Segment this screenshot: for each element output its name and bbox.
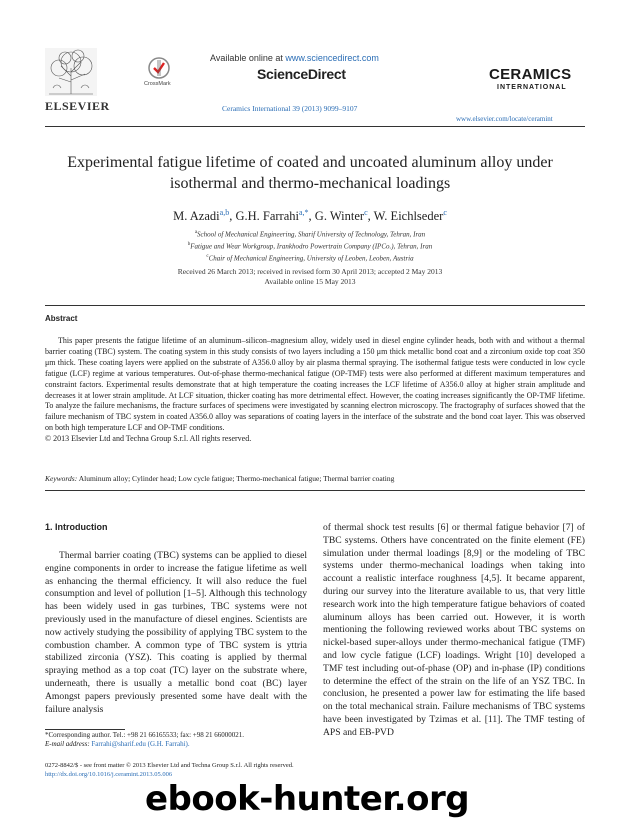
article-dates [0,267,620,287]
author-sup[interactable]: c [443,208,447,217]
front-matter-copyright: 0272-8842/$ - see front matter © 2013 Elsevier Ltd and Techna Group S.r.l. All rights reserved. [45,762,294,769]
abstract-bottom-rule [45,490,585,491]
affiliation-text: Chair of Mechanical Engineering, University of Leoben, Leoben, Austria [208,253,414,262]
sciencedirect-wordmark: ScienceDirect [257,66,346,82]
body-column-left: Thermal barrier coating (TBC) systems can be applied to diesel engine components in order to increase the fatigue lifetime as well as enhancing the thermal efficiency. It will also reduce the fuel consumption and level of pollution [1–5]. Although this technology has been widely used in gas turbines, TBC systems were not previously used in the manufacture of diesel engines. Scientists are now actively studying the possibility of applying TBC system to the combustion chamber. A common type of TBC system is yttria stabilized zirconia (YSZ). This coating is applied by thermal spraying method as a top coat (TC) layer on the substrate where, underneath, there is usually a metallic bond coat (BC) layer Amongst papers previously presented some have dealt with the failure analysis [45,550,307,715]
abstract-copyright: © 2013 Elsevier Ltd and Techna Group S.r.l. All rights reserved. [45,434,252,444]
affiliation-sup: c [206,253,209,259]
email-line [45,740,307,749]
dates-online: Available online 15 May 2013 [264,277,356,286]
author-sup[interactable]: c [364,208,368,217]
journal-url-link[interactable]: www.elsevier.com/locate/ceramint [456,115,553,123]
affiliations [0,228,620,263]
crossmark-icon[interactable] [148,57,170,79]
crossmark-label: CrossMark [144,81,171,87]
keywords-line [45,474,394,483]
title-line-1: Experimental fatigue lifetime of coated and uncoated aluminum alloy under [67,154,553,171]
doi-link[interactable]: http://dx.doi.org/10.1016/j.ceramint.2013.05.006 [45,770,173,778]
affiliation-item [0,240,620,252]
affiliation-sup: b [187,241,191,247]
affiliation-sup: a [194,230,198,235]
abstract-heading: Abstract [45,314,78,323]
author-separator: , [367,209,374,224]
affiliation-text: School of Mechanical Engineering, Sharif University of Technology, Tehran, Iran [197,230,426,239]
dates-received: Received 26 March 2013; received in revised form 30 April 2013; accepted 2 May 2013 [177,267,443,276]
title-line-2: isothermal and thermo-mechanical loadings [169,175,451,192]
author-separator: , [229,209,236,224]
watermark-text: ebook-hunter.org [145,779,470,819]
footnote [45,731,307,749]
keywords-text: Aluminum alloy; Cylinder head; Low cycle fatigue; Thermo-mechanical fatigue; Thermal barrier coating [78,474,395,483]
author-list [0,208,620,224]
sciencedirect-link[interactable]: www.sciencedirect.com [285,53,379,63]
author-sup[interactable]: a,b [219,208,230,217]
abstract-body [45,336,585,445]
keywords-label: Keywords: [45,474,78,483]
footnote-rule [45,729,125,730]
journal-logo-line1: CERAMICS [489,66,572,83]
watermark-svg [145,772,615,822]
author-name: G.H. Farrahi [235,209,299,224]
affiliation-text: Fatigue and Wear Workgroup, Irankhodro Powertrain Company (IPCo.), Tehran, Iran [190,242,433,251]
affiliation-item [0,252,620,264]
available-online-line [210,53,379,63]
author-sup[interactable]: a,* [298,208,309,217]
email-link[interactable]: Farrahi@sharif.edu (G.H. Farrahi). [91,740,190,748]
journal-logo-line2: INTERNATIONAL [497,84,567,91]
author-separator: , [308,209,315,224]
elsevier-tree-logo [45,48,97,96]
corresponding-author: *Corresponding author. Tel.: +98 21 66165533; fax: +98 21 66000021. [45,731,244,739]
publisher-wordmark: ELSEVIER [45,99,110,113]
email-label: E-mail address: [45,740,92,748]
affiliation-item [0,228,620,240]
section-heading: 1. Introduction [45,522,108,532]
journal-citation[interactable]: Ceramics International 39 (2013) 9099–9107 [222,104,358,113]
article-title [0,152,620,194]
author-name: W. Eichlseder [373,209,444,224]
available-prefix: Available online at [210,53,286,63]
watermark [145,772,615,822]
abstract-top-rule [45,305,585,306]
abstract-text: This paper presents the fatigue lifetime of an aluminum–silicon–magnesium alloy, widely used in diesel engine cylinder heads, both with and without a thermal barrier coating (TBC) system. The coating system in this study consists of two layers including a 150 μm thick metallic bond coat and a zirconium oxide top coat 350 μm thick. These coating layers were applied on the substrate of A356.0 alloy by air plasma thermal spraying. The isothermal fatigue tests were conducted in low cycle fatigue (LCF) regime at various temperatures. Out-of-phase thermo-mechanical fatigue (OP-TMF) tests were also performed at different maximum temperatures and constraint factors. Experimental results demonstrate that at high temperature the coating increases the LCF lifetime of A356.0 alloy at higher strain amplitude and decreases it at lower strain amplitude. At LCF situation, thicker coating has more detrimental effect. However, the coating increases significantly the OP-TMF lifetime. To analyze the failure mechanisms, the fracture surfaces of specimens were investigated by scanning electron microscopy. The fractography of surfaces showed that the failure mechanism of TBC system in coated A356.0 alloy was separations of coating layers in the interface of the substrate and the bond coat layer. This was observed on both high temperature LCF and OP-TMF conditions. [45,336,585,433]
header-rule [45,126,585,127]
author-name: G. Winter [314,209,365,224]
body-column-right: of thermal shock test results [6] or thermal fatigue behavior [7] of TBC systems. Others have concentrated on the finite element (FE) simulation under thermal loadings [8,9] or the modeling of TBC systems under thermo-mechanical loadings when taking into account a realistic interface roughness [4,5]. It became apparent, during our survey into the literature available to us, that very little research work into the high temperature fatigue behaviors of coated aluminum alloys has been carried out. However, it is worth mentioning the following reviewed works about TBC systems on nickel-based super-alloys under thermo-mechanical fatigue (TMF) and low cycle fatigue (LCF) loadings. Wright [10] developed a TMF test including out-of-phase (OP) and in-phase (IP) conditions to determine the effect of the strain on the life of an YSZ TBC. In conclusion, he presented a power law for estimating the life based on the total mechanical strain. Failure mechanisms of TBC systems have been investigated by Tzimas et al. [11]. The TMF testing of APS and EB-PVD [323,522,585,738]
author-name: M. Azadi [173,209,220,224]
